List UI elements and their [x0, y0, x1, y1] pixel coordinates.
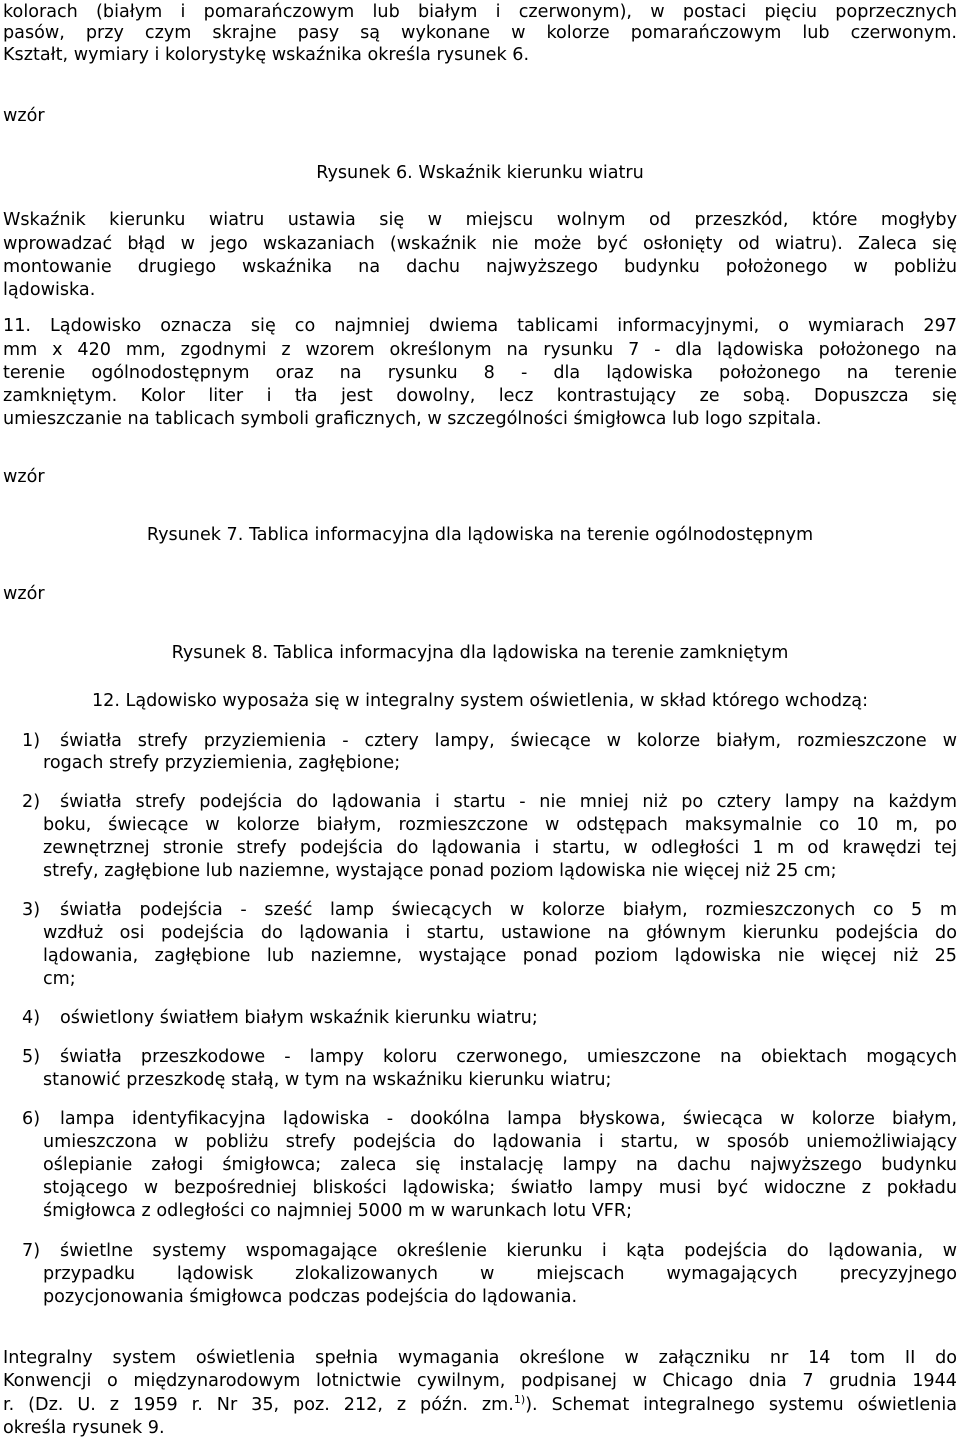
intro-line-2: pasów, przy czym skrajne pasy są wykonane w kolorze pomarańczowym lub czerwonym.: [3, 23, 957, 43]
closing-line-1: Integralny system oświetlenia spełnia wymagania określone w załączniku nr 14 tom II do: [3, 1348, 957, 1368]
wind-para-line-1: Wskaźnik kierunku wiatru ustawia się w miejscu wolnym od przeszkód, które mogłyby: [3, 210, 957, 230]
list-item-1-line-2: rogach strefy przyziemienia, zagłębione;: [43, 753, 401, 773]
list-item-6-line-4: stojącego w bezpośredniej bliskości lądowiska; światło lampy musi być widoczne z pokładu: [43, 1178, 957, 1198]
list-item-number: 4): [22, 1008, 41, 1028]
section-11-line-1: 11. Lądowisko oznacza się co najmniej dwiema tablicami informacyjnymi, o wymiarach 297: [3, 316, 957, 336]
list-item-4-line-1: 4) oświetlony światłem białym wskaźnik kierunku wiatru;: [22, 1008, 538, 1028]
wind-para-line-2: wprowadzać błąd w jego wskazaniach (wskaźnik nie może być osłonięty od wiatru). Zaleca się: [3, 234, 957, 254]
intro-line-3: Kształt, wymiary i kolorystykę wskaźnika określa rysunek 6.: [3, 45, 530, 65]
figure-8-placeholder: wzór: [3, 584, 45, 604]
list-item-number: 6): [22, 1109, 41, 1129]
wind-para-line-3: montowanie drugiego wskaźnika na dachu najwyższego budynku położonego w pobliżu: [3, 257, 957, 277]
list-item-2-line-1: 2) światła strefy podejścia do lądowania i startu - nie mniej niż po cztery lampy na każdym: [22, 792, 957, 812]
list-item-number: 3): [22, 900, 41, 920]
section-11-line-5: umieszczanie na tablicach symboli graficznych, w szczególności śmigłowca lub logo szpitala.: [3, 409, 822, 429]
closing-line-4: określa rysunek 9.: [3, 1418, 165, 1438]
list-item-7-line-2: przypadku lądowisk zlokalizowanych w miejscach wymagających precyzyjnego: [43, 1264, 957, 1284]
list-item-number: 2): [22, 792, 41, 812]
footnote-reference[interactable]: 1): [513, 1393, 526, 1406]
intro-line-1: kolorach (białym i pomarańczowym lub białym i czerwonym), w postaci pięciu poprzecznych: [3, 2, 957, 22]
figure-6-caption: Rysunek 6. Wskaźnik kierunku wiatru: [316, 163, 644, 183]
closing-line-3: r. (Dz. U. z 1959 r. Nr 35, poz. 212, z późn. zm.$^{1)}$). Schemat integralnego systemu oświetlenia: [3, 1393, 958, 1415]
wind-para-line-4: lądowiska.: [3, 280, 96, 300]
section-11-line-2: mm x 420 mm, zgodnymi z wzorem określonym na rysunku 7 - dla lądowiska położonego na: [3, 340, 957, 360]
section-12-intro: 12. Lądowisko wyposaża się w integralny system oświetlenia, w skład którego wchodzą:: [91, 691, 869, 711]
list-item-6-line-5: śmigłowca z odległości co najmniej 5000 m w warunkach lotu VFR;: [43, 1201, 633, 1221]
section-11-line-4: zamkniętym. Kolor liter i tła jest dowolny, lecz kontrastujący ze sobą. Dopuszcza się: [3, 386, 957, 406]
closing-line-2: Konwencji o międzynarodowym lotnictwie cywilnym, podpisanej w Chicago dnia 7 grudnia 1944: [3, 1371, 957, 1391]
list-item-number: 1): [22, 731, 41, 751]
list-item-3-line-4: cm;: [43, 969, 76, 989]
list-item-3-line-3: lądowania, zagłębione lub naziemne, wystające ponad poziom lądowiska nie więcej niż 25: [43, 946, 957, 966]
figure-7-caption: Rysunek 7. Tablica informacyjna dla lądowiska na terenie ogólnodostępnym: [146, 525, 814, 545]
list-item-5-line-2: stanowić przeszkodę stałą, w tym na wskaźniku kierunku wiatru;: [43, 1070, 612, 1090]
list-item-number: 5): [22, 1047, 41, 1067]
list-item-6-line-2: umieszczona w pobliżu strefy podejścia do lądowania i startu, w sposób uniemożliwiający: [43, 1132, 957, 1152]
list-item-6-line-3: oślepianie załogi śmigłowca; zaleca się instalację lampy na dachu najwyższego budynku: [43, 1155, 957, 1175]
list-item-2-line-3: zewnętrznej stronie strefy podejścia do lądowania i startu, w odległości 1 m od krawędzi tej: [43, 838, 957, 858]
list-item-3-line-1: 3) światła podejścia - sześć lamp świecących w kolorze białym, rozmieszczonych co 5 m: [22, 900, 957, 920]
figure-6-placeholder: wzór: [3, 106, 45, 126]
list-item-7-line-3: pozycjonowania śmigłowca podczas podejścia do lądowania.: [43, 1287, 578, 1307]
list-item-5-line-1: 5) światła przeszkodowe - lampy koloru czerwonego, umieszczone na obiektach mogących: [22, 1047, 957, 1067]
section-11-line-3: terenie ogólnodostępnym oraz na rysunku 8 - dla lądowiska położonego na terenie: [3, 363, 957, 383]
list-item-2-line-4: strefy, zagłębione lub naziemne, wystające ponad poziom lądowiska nie więcej niż 25 cm;: [43, 861, 837, 881]
list-item-7-line-1: 7) świetlne systemy wspomagające określenie kierunku i kąta podejścia do lądowania, w: [22, 1241, 957, 1261]
figure-8-caption: Rysunek 8. Tablica informacyjna dla lądowiska na terenie zamkniętym: [171, 643, 789, 663]
list-item-3-line-2: wzdłuż osi podejścia do lądowania i startu, ustawione na głównym kierunku podejścia do: [43, 923, 957, 943]
figure-7-placeholder: wzór: [3, 467, 45, 487]
list-item-2-line-2: boku, świecące w kolorze białym, rozmieszczone w odstępach maksymalnie co 10 m, po: [43, 815, 957, 835]
list-item-6-line-1: 6) lampa identyfikacyjna lądowiska - dookólna lampa błyskowa, świecąca w kolorze białym,: [22, 1109, 957, 1129]
list-item-number: 7): [22, 1241, 41, 1261]
list-item-1-line-1: 1) światła strefy przyziemienia - cztery lampy, świecące w kolorze białym, rozmieszczone w: [22, 731, 957, 751]
